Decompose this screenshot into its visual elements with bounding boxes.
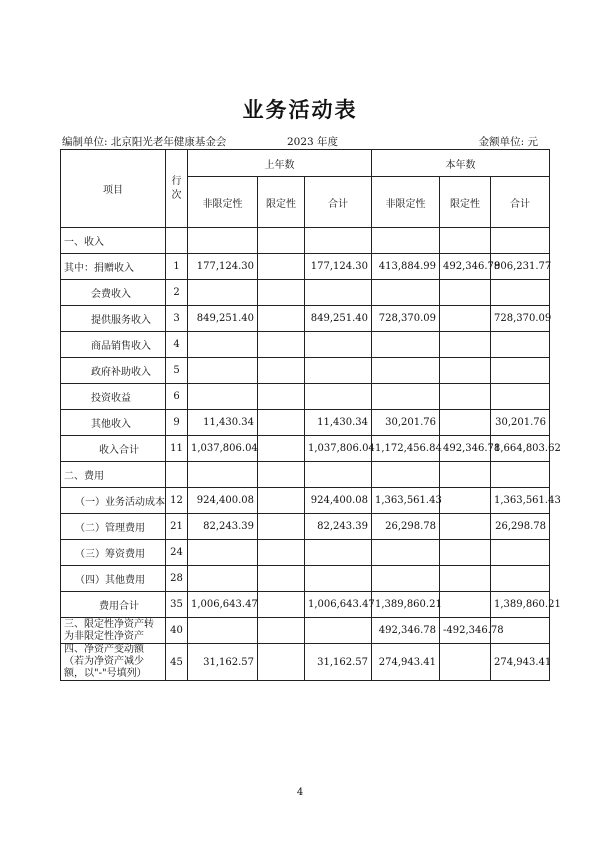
cell-ty-u: 30,201.76 [372, 410, 440, 436]
cell-ly-t: 849,251.40 [305, 306, 372, 332]
table-row [61, 592, 550, 618]
header-ly-total: 合计 [305, 177, 372, 228]
cell-ty-t [491, 384, 550, 410]
cell-ty-r: 492,346.78 [440, 436, 491, 462]
cell-ly-t [305, 566, 372, 592]
cell-ty-t: 728,370.09 [491, 306, 550, 332]
cell-ly-u [188, 566, 258, 592]
cell-ty-t: 30,201.76 [491, 410, 550, 436]
cell-ly-t [305, 384, 372, 410]
cell-ly-r [258, 644, 305, 681]
cell-ty-u [372, 332, 440, 358]
cell-ty-u [372, 566, 440, 592]
cell-ly-r [258, 332, 305, 358]
cell-ly-t [305, 332, 372, 358]
cell-ly-r [258, 358, 305, 384]
cell-ty-t: 274,943.41 [491, 644, 550, 681]
cell-ty-t: 1,664,803.62 [491, 436, 550, 462]
cell-ly-u [188, 462, 258, 488]
row-line-number: 9 [166, 410, 188, 436]
row-label: 提供服务收入 [61, 306, 166, 332]
cell-ty-u: 728,370.09 [372, 306, 440, 332]
row-label: 二、费用 [61, 462, 166, 488]
cell-ty-t [491, 566, 550, 592]
cell-ly-u [188, 228, 258, 254]
cell-ly-t: 177,124.30 [305, 254, 372, 280]
row-label: 收入合计 [61, 436, 166, 462]
cell-ly-t: 31,162.57 [305, 644, 372, 681]
cell-ly-u: 1,006,643.47 [188, 592, 258, 618]
cell-ty-u [372, 540, 440, 566]
row-line-number: 11 [166, 436, 188, 462]
row-line-number: 1 [166, 254, 188, 280]
table-row [61, 436, 550, 462]
report-year: 2023 年度 [287, 136, 339, 148]
cell-ly-r [258, 514, 305, 540]
cell-ty-t: 1,389,860.21 [491, 592, 550, 618]
row-line-number [166, 228, 188, 254]
cell-ly-u: 82,243.39 [188, 514, 258, 540]
cell-ly-t [305, 540, 372, 566]
row-line-number: 6 [166, 384, 188, 410]
table-row [61, 540, 550, 566]
cell-ty-r [440, 566, 491, 592]
cell-ly-u: 849,251.40 [188, 306, 258, 332]
row-label: 一、收入 [61, 228, 166, 254]
cell-ty-r: -492,346.78 [440, 618, 491, 644]
cell-ly-t [305, 280, 372, 306]
cell-ty-u [372, 462, 440, 488]
cell-ty-u [372, 358, 440, 384]
cell-ly-u [188, 540, 258, 566]
cell-ty-u: 1,389,860.21 [372, 592, 440, 618]
currency-unit: 金额单位: 元 [478, 136, 538, 148]
row-line-number: 2 [166, 280, 188, 306]
cell-ly-r [258, 384, 305, 410]
cell-ly-r [258, 228, 305, 254]
cell-ly-r [258, 462, 305, 488]
row-line-number: 40 [166, 618, 188, 644]
row-label: （三）筹资费用 [61, 540, 166, 566]
row-line-number: 12 [166, 488, 188, 514]
table-row [61, 462, 550, 488]
row-label: 政府补助收入 [61, 358, 166, 384]
row-line-number: 24 [166, 540, 188, 566]
table-row [61, 618, 550, 644]
cell-ly-u [188, 332, 258, 358]
row-label: 会费收入 [61, 280, 166, 306]
cell-ty-u: 1,172,456.84 [372, 436, 440, 462]
row-label: 其他收入 [61, 410, 166, 436]
cell-ly-r [258, 436, 305, 462]
report-title: 业务活动表 [242, 98, 358, 122]
cell-ly-t: 82,243.39 [305, 514, 372, 540]
cell-ty-u: 492,346.78 [372, 618, 440, 644]
table-row [61, 566, 550, 592]
cell-ty-u [372, 280, 440, 306]
header-ly-restricted: 限定性 [258, 177, 305, 228]
cell-ly-u: 11,430.34 [188, 410, 258, 436]
table-row [61, 488, 550, 514]
cell-ty-t [491, 228, 550, 254]
cell-ly-r [258, 306, 305, 332]
cell-ty-r [440, 358, 491, 384]
row-line-number: 45 [166, 644, 188, 681]
cell-ty-r [440, 410, 491, 436]
cell-ty-t: 906,231.77 [491, 254, 550, 280]
table-row [61, 280, 550, 306]
cell-ty-t [491, 332, 550, 358]
cell-ty-r [440, 228, 491, 254]
cell-ty-r: 492,346.78 [440, 254, 491, 280]
cell-ty-r [440, 488, 491, 514]
cell-ty-t: 26,298.78 [491, 514, 550, 540]
table-row [61, 384, 550, 410]
cell-ly-r [258, 566, 305, 592]
cell-ly-u [188, 384, 258, 410]
header-last-year: 上年数 [188, 150, 372, 177]
table-row [61, 358, 550, 384]
row-line-number: 4 [166, 332, 188, 358]
activity-statement-table [60, 149, 561, 681]
cell-ly-r [258, 488, 305, 514]
cell-ly-r [258, 410, 305, 436]
cell-ly-u: 31,162.57 [188, 644, 258, 681]
cell-ly-u: 924,400.08 [188, 488, 258, 514]
cell-ty-r [440, 592, 491, 618]
cell-ly-t: 1,006,643.47 [305, 592, 372, 618]
row-line-number: 21 [166, 514, 188, 540]
cell-ty-u [372, 228, 440, 254]
cell-ty-u: 1,363,561.43 [372, 488, 440, 514]
cell-ly-r [258, 254, 305, 280]
table-row [61, 514, 550, 540]
cell-ty-r [440, 384, 491, 410]
cell-ly-r [258, 540, 305, 566]
cell-ty-r [440, 644, 491, 681]
cell-ty-r [440, 332, 491, 358]
cell-ty-r [440, 540, 491, 566]
cell-ly-t [305, 462, 372, 488]
row-line-number: 5 [166, 358, 188, 384]
row-line-number: 28 [166, 566, 188, 592]
table-row [61, 644, 550, 681]
row-label: 商品销售收入 [61, 332, 166, 358]
cell-ly-r [258, 618, 305, 644]
preparing-unit: 编制单位: 北京阳光老年健康基金会 [62, 136, 227, 148]
header-ty-restricted: 限定性 [440, 177, 491, 228]
row-label: 其中：捐赠收入 [61, 254, 166, 280]
row-label: 投资收益 [61, 384, 166, 410]
table-row [61, 254, 550, 280]
cell-ty-r [440, 514, 491, 540]
cell-ly-u: 177,124.30 [188, 254, 258, 280]
cell-ty-t [491, 280, 550, 306]
header-item: 项目 [61, 150, 166, 228]
cell-ty-t [491, 540, 550, 566]
header-ly-unrestricted: 非限定性 [188, 177, 258, 228]
header-ty-unrestricted: 非限定性 [372, 177, 440, 228]
cell-ly-t: 11,430.34 [305, 410, 372, 436]
cell-ly-r [258, 592, 305, 618]
cell-ty-u [372, 384, 440, 410]
row-label: （二）管理费用 [61, 514, 166, 540]
row-line-number [166, 462, 188, 488]
cell-ty-r [440, 306, 491, 332]
table-row [61, 332, 550, 358]
cell-ty-u: 413,884.99 [372, 254, 440, 280]
row-line-number: 3 [166, 306, 188, 332]
table-row [61, 306, 550, 332]
cell-ty-u: 26,298.78 [372, 514, 440, 540]
header-line-no: 行 次 [166, 150, 188, 228]
cell-ty-t [491, 462, 550, 488]
table-row [61, 228, 550, 254]
cell-ly-u: 1,037,806.04 [188, 436, 258, 462]
cell-ly-t: 924,400.08 [305, 488, 372, 514]
row-line-number: 35 [166, 592, 188, 618]
cell-ty-t [491, 358, 550, 384]
cell-ly-t: 1,037,806.04 [305, 436, 372, 462]
header-this-year: 本年数 [372, 150, 550, 177]
cell-ly-u [188, 618, 258, 644]
cell-ly-u [188, 358, 258, 384]
cell-ly-u [188, 280, 258, 306]
row-label: 三、限定性净资产转为非限定性净资产 [61, 618, 166, 644]
row-label: （四）其他费用 [61, 566, 166, 592]
page-number: 4 [296, 787, 304, 798]
cell-ty-t: 1,363,561.43 [491, 488, 550, 514]
header-ty-total: 合计 [491, 177, 550, 228]
row-label: 四、净资产变动额（若为净资产减少额，以"-"号填列） [61, 644, 166, 681]
cell-ly-t [305, 618, 372, 644]
cell-ly-r [258, 280, 305, 306]
row-label: （一）业务活动成本 [61, 488, 166, 514]
table-row [61, 410, 550, 436]
cell-ty-u: 274,943.41 [372, 644, 440, 681]
cell-ty-r [440, 280, 491, 306]
row-label: 费用合计 [61, 592, 166, 618]
cell-ly-t [305, 358, 372, 384]
cell-ly-t [305, 228, 372, 254]
cell-ty-r [440, 462, 491, 488]
